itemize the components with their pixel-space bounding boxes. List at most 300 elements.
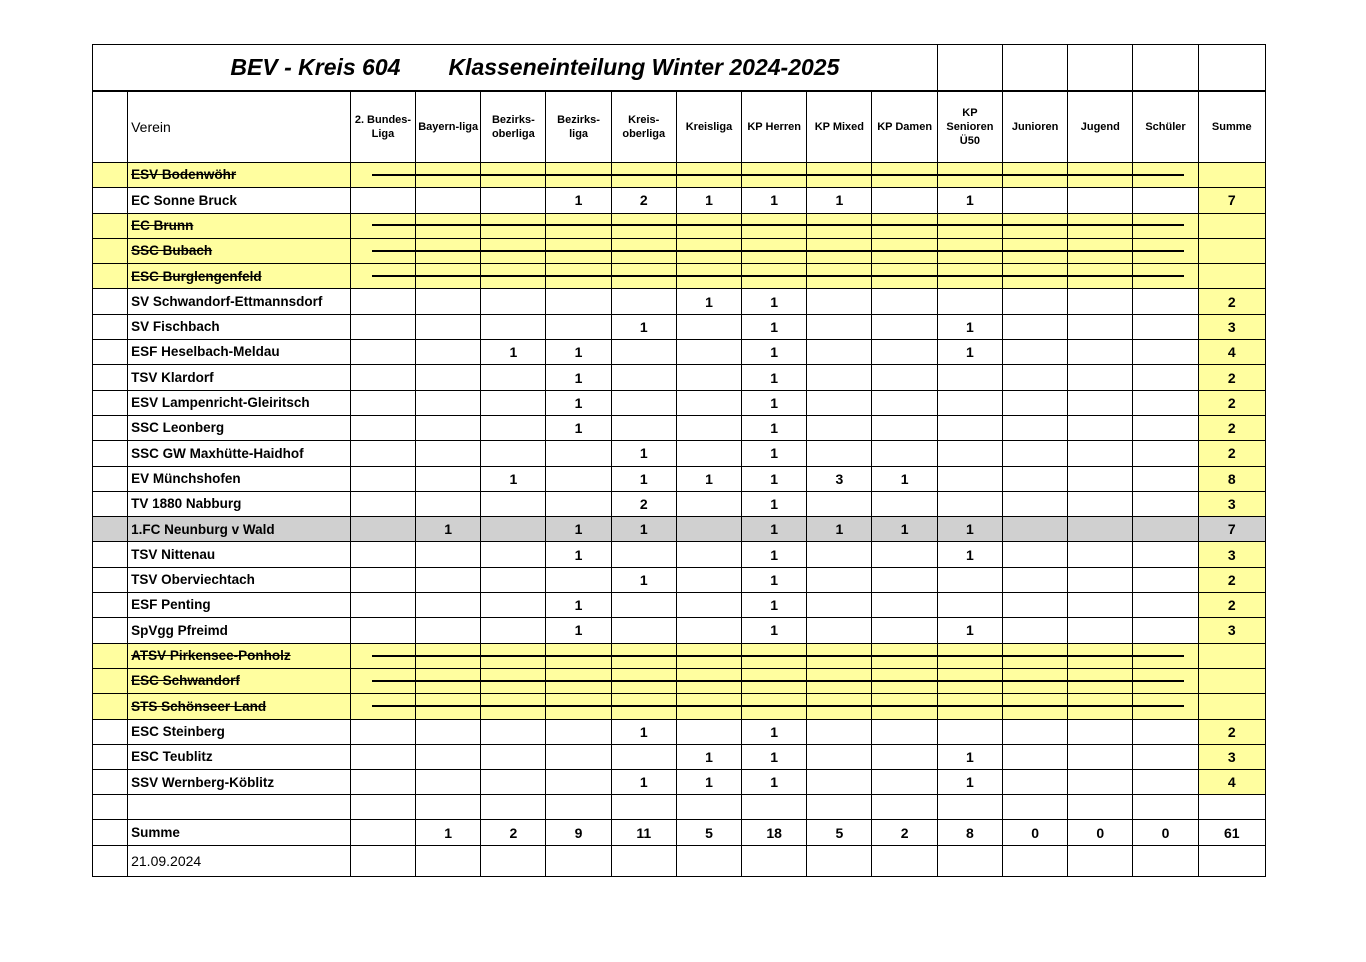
club-name: STS Schönseer Land [128, 694, 351, 719]
cell: 1 [742, 719, 807, 744]
cell [1003, 441, 1068, 466]
cell [1003, 770, 1068, 795]
cell: 1 [676, 188, 741, 213]
total-cell: 2 [481, 820, 546, 846]
cell [807, 744, 872, 769]
cell [481, 314, 546, 339]
table-row [93, 188, 1266, 213]
cell: 1 [546, 593, 611, 618]
cell [481, 365, 546, 390]
strike-line [372, 250, 1184, 252]
cell [872, 188, 937, 213]
col-junioren: Junioren [1003, 91, 1068, 163]
club-name: TSV Oberviechtach [128, 567, 351, 592]
col-verein: Verein [128, 91, 351, 163]
cell [937, 567, 1002, 592]
table-row [93, 491, 1266, 516]
class-table [92, 44, 1266, 877]
cell: 1 [546, 415, 611, 440]
row-sum: 2 [1198, 415, 1265, 440]
cell [676, 719, 741, 744]
table-row [93, 719, 1266, 744]
cell: 1 [872, 466, 937, 491]
cell [546, 289, 611, 314]
col-kreisliga: Kreisliga [676, 91, 741, 163]
total-cell: 11 [611, 820, 676, 846]
cell [872, 289, 937, 314]
cell [611, 390, 676, 415]
cell [1133, 340, 1198, 365]
cell [937, 365, 1002, 390]
cell [1003, 491, 1068, 516]
cell [1068, 415, 1133, 440]
cell [481, 593, 546, 618]
date-row [93, 846, 1266, 877]
row-sum: 8 [1198, 466, 1265, 491]
cell: 1 [546, 542, 611, 567]
cell [1003, 618, 1068, 643]
cell: 3 [807, 466, 872, 491]
cell [350, 618, 415, 643]
cell: 1 [742, 415, 807, 440]
cell [416, 491, 481, 516]
cell [1133, 593, 1198, 618]
col-schueler: Schüler [1133, 91, 1198, 163]
total-cell: 9 [546, 820, 611, 846]
col-kreisoberliga: Kreis- oberliga [611, 91, 676, 163]
cell [872, 441, 937, 466]
cell: 1 [742, 491, 807, 516]
total-cell: 1 [416, 820, 481, 846]
total-cell: 0 [1003, 820, 1068, 846]
cell [416, 542, 481, 567]
col-kp-damen: KP Damen [872, 91, 937, 163]
cell [937, 593, 1002, 618]
club-name: 1.FC Neunburg v Wald [128, 517, 351, 542]
club-name: ESF Penting [128, 593, 351, 618]
cell [1003, 744, 1068, 769]
club-name: SpVgg Pfreimd [128, 618, 351, 643]
title-right: Klasseneinteilung Winter 2024-2025 [448, 54, 840, 80]
cell [416, 188, 481, 213]
cell [350, 593, 415, 618]
cell [1068, 340, 1133, 365]
cell: 1 [742, 289, 807, 314]
cell [350, 466, 415, 491]
cell [1133, 567, 1198, 592]
cell [807, 593, 872, 618]
cell: 1 [546, 365, 611, 390]
cell [676, 618, 741, 643]
cell [872, 719, 937, 744]
cell [1068, 289, 1133, 314]
cell: 1 [742, 441, 807, 466]
cell [350, 517, 415, 542]
table-row [93, 517, 1266, 542]
col-kp-senioren: KP Senioren Ü50 [937, 91, 1002, 163]
cell: 1 [937, 314, 1002, 339]
strike-line [372, 224, 1184, 226]
total-cell: 5 [676, 820, 741, 846]
cell [611, 289, 676, 314]
cell [416, 340, 481, 365]
cell [546, 770, 611, 795]
cell [1133, 517, 1198, 542]
row-sum [1198, 643, 1265, 668]
cell [416, 593, 481, 618]
row-sum [1198, 668, 1265, 693]
cell [1133, 491, 1198, 516]
row-sum: 2 [1198, 567, 1265, 592]
cell [807, 618, 872, 643]
cell [872, 491, 937, 516]
cell: 1 [546, 340, 611, 365]
cell [481, 542, 546, 567]
table-row [93, 744, 1266, 769]
cell: 1 [937, 770, 1002, 795]
cell [937, 289, 1002, 314]
cell: 1 [742, 365, 807, 390]
row-sum: 2 [1198, 593, 1265, 618]
cell [1068, 770, 1133, 795]
club-name: SSC Leonberg [128, 415, 351, 440]
cell [350, 567, 415, 592]
cell: 1 [937, 542, 1002, 567]
cell [611, 340, 676, 365]
cell [1068, 618, 1133, 643]
grand-total: 61 [1198, 820, 1265, 846]
cell [676, 365, 741, 390]
cell [1133, 618, 1198, 643]
cell [872, 415, 937, 440]
row-sum: 3 [1198, 542, 1265, 567]
cell [416, 289, 481, 314]
cell: 1 [742, 340, 807, 365]
cell [807, 365, 872, 390]
cell [872, 593, 937, 618]
cell [416, 441, 481, 466]
table-row [93, 770, 1266, 795]
cell: 1 [872, 517, 937, 542]
cell [937, 491, 1002, 516]
cell [937, 466, 1002, 491]
cell [350, 365, 415, 390]
cell [676, 517, 741, 542]
cell [350, 340, 415, 365]
cell [872, 770, 937, 795]
cell [416, 415, 481, 440]
cell [676, 491, 741, 516]
club-name: SSC Bubach [128, 238, 351, 263]
cell [546, 466, 611, 491]
cell [350, 719, 415, 744]
cell [1003, 390, 1068, 415]
table-row [93, 441, 1266, 466]
cell [611, 618, 676, 643]
cell [1068, 567, 1133, 592]
cell [1133, 542, 1198, 567]
cell [807, 340, 872, 365]
cell [481, 491, 546, 516]
cell: 2 [611, 491, 676, 516]
cell: 1 [611, 314, 676, 339]
row-sum: 2 [1198, 390, 1265, 415]
title-row [93, 45, 1266, 92]
cell [1003, 289, 1068, 314]
cell [676, 390, 741, 415]
cell [350, 415, 415, 440]
row-sum [1198, 694, 1265, 719]
cell [676, 340, 741, 365]
cell: 1 [546, 188, 611, 213]
row-sum: 7 [1198, 517, 1265, 542]
cell [546, 719, 611, 744]
cell: 1 [742, 542, 807, 567]
cell: 1 [546, 618, 611, 643]
cell [807, 390, 872, 415]
cell [481, 390, 546, 415]
cell [807, 770, 872, 795]
cell [1068, 188, 1133, 213]
cell [1133, 314, 1198, 339]
club-name: ESV Bodenwöhr [128, 163, 351, 188]
club-name: ESC Burglengenfeld [128, 264, 351, 289]
total-cell: 8 [937, 820, 1002, 846]
club-name: ATSV Pirkensee-Ponholz [128, 643, 351, 668]
cell: 1 [742, 618, 807, 643]
club-name: ESC Schwandorf [128, 668, 351, 693]
cell [416, 466, 481, 491]
club-name: ESC Teublitz [128, 744, 351, 769]
cell [481, 567, 546, 592]
club-name: SV Schwandorf-Ettmannsdorf [128, 289, 351, 314]
cell [807, 314, 872, 339]
row-sum [1198, 163, 1265, 188]
cell: 1 [742, 314, 807, 339]
cell [937, 415, 1002, 440]
cell [1133, 390, 1198, 415]
cell [1003, 517, 1068, 542]
cell: 1 [676, 289, 741, 314]
club-name: EC Brunn [128, 213, 351, 238]
cell [1003, 365, 1068, 390]
club-name: EV Münchshofen [128, 466, 351, 491]
cell: 1 [546, 517, 611, 542]
cell [807, 441, 872, 466]
cell [1133, 466, 1198, 491]
cell [350, 744, 415, 769]
row-sum: 3 [1198, 618, 1265, 643]
cell [676, 542, 741, 567]
table-row [93, 593, 1266, 618]
club-name: ESC Steinberg [128, 719, 351, 744]
strike-line [372, 174, 1184, 176]
cell: 1 [742, 390, 807, 415]
cell [807, 415, 872, 440]
cell: 1 [611, 770, 676, 795]
cell [1133, 770, 1198, 795]
total-cell: 2 [872, 820, 937, 846]
total-row [93, 820, 1266, 846]
cell [1068, 390, 1133, 415]
cell [1068, 491, 1133, 516]
col-bundesliga: 2. Bundes- Liga [350, 91, 415, 163]
cell: 1 [611, 517, 676, 542]
cell: 1 [742, 466, 807, 491]
cell [1003, 466, 1068, 491]
cell: 1 [937, 618, 1002, 643]
row-sum [1198, 213, 1265, 238]
cell [611, 365, 676, 390]
cell [1068, 744, 1133, 769]
table-row [93, 542, 1266, 567]
club-name: EC Sonne Bruck [128, 188, 351, 213]
cell [676, 441, 741, 466]
cell [1068, 593, 1133, 618]
cell [546, 491, 611, 516]
table-row [93, 314, 1266, 339]
cell [1003, 567, 1068, 592]
club-name: ESV Lampenricht-Gleiritsch [128, 390, 351, 415]
club-name: ESF Heselbach-Meldau [128, 340, 351, 365]
cell: 1 [611, 466, 676, 491]
row-sum: 4 [1198, 770, 1265, 795]
cell [937, 441, 1002, 466]
row-sum: 2 [1198, 719, 1265, 744]
strike-line [372, 680, 1184, 682]
cell [872, 390, 937, 415]
cell [1133, 365, 1198, 390]
cell [1068, 719, 1133, 744]
total-label: Summe [128, 820, 351, 846]
club-name: SSC GW Maxhütte-Haidhof [128, 441, 351, 466]
club-name: SSV Wernberg-Köblitz [128, 770, 351, 795]
cell: 1 [742, 517, 807, 542]
cell: 1 [546, 390, 611, 415]
title-left: BEV - Kreis 604 [230, 54, 401, 80]
cell [1068, 517, 1133, 542]
row-sum: 3 [1198, 491, 1265, 516]
cell [807, 289, 872, 314]
club-name: TV 1880 Nabburg [128, 491, 351, 516]
cell: 1 [937, 517, 1002, 542]
cell: 1 [937, 744, 1002, 769]
cell [546, 567, 611, 592]
cell [416, 365, 481, 390]
cell: 1 [742, 567, 807, 592]
cell [350, 441, 415, 466]
strike-line [372, 705, 1184, 707]
cell [1003, 719, 1068, 744]
cell [872, 365, 937, 390]
cell: 1 [676, 466, 741, 491]
table-row [93, 365, 1266, 390]
cell [416, 719, 481, 744]
col-kp-mixed: KP Mixed [807, 91, 872, 163]
cell [546, 441, 611, 466]
club-name: TSV Nittenau [128, 542, 351, 567]
cell [350, 491, 415, 516]
cell [937, 719, 1002, 744]
cell [350, 542, 415, 567]
cell [676, 415, 741, 440]
cell [807, 567, 872, 592]
cell [1003, 340, 1068, 365]
col-jugend: Jugend [1068, 91, 1133, 163]
print-date: 21.09.2024 [128, 846, 351, 877]
col-bezirksliga: Bezirks- liga [546, 91, 611, 163]
total-cell: 0 [1133, 820, 1198, 846]
cell [416, 567, 481, 592]
cell: 1 [742, 744, 807, 769]
club-name: SV Fischbach [128, 314, 351, 339]
cell: 1 [676, 744, 741, 769]
strike-line [372, 275, 1184, 277]
cell [416, 618, 481, 643]
cell [1003, 542, 1068, 567]
col-kp-herren: KP Herren [742, 91, 807, 163]
total-cell: 0 [1068, 820, 1133, 846]
cell [1003, 188, 1068, 213]
row-sum: 7 [1198, 188, 1265, 213]
cell [611, 542, 676, 567]
cell: 1 [937, 340, 1002, 365]
row-sum [1198, 264, 1265, 289]
cell [872, 567, 937, 592]
strike-line [372, 655, 1184, 657]
cell [350, 289, 415, 314]
cell: 1 [676, 770, 741, 795]
cell [1003, 415, 1068, 440]
cell [872, 542, 937, 567]
cell [416, 744, 481, 769]
table-row [93, 415, 1266, 440]
cell [350, 314, 415, 339]
cell [807, 491, 872, 516]
cell [872, 744, 937, 769]
page-title [93, 45, 938, 92]
cell: 1 [742, 188, 807, 213]
cell [481, 415, 546, 440]
cell [1068, 441, 1133, 466]
cell [1133, 744, 1198, 769]
cell [481, 188, 546, 213]
row-sum: 2 [1198, 365, 1265, 390]
cell: 1 [481, 340, 546, 365]
cell [1068, 365, 1133, 390]
club-name: TSV Klardorf [128, 365, 351, 390]
cell [481, 618, 546, 643]
cell [807, 719, 872, 744]
cell: 1 [807, 517, 872, 542]
table-row [93, 618, 1266, 643]
table-row [93, 466, 1266, 491]
cell: 2 [611, 188, 676, 213]
cell: 1 [742, 770, 807, 795]
cell [1133, 415, 1198, 440]
col-summe: Summe [1198, 91, 1265, 163]
cell [872, 618, 937, 643]
cell [1133, 719, 1198, 744]
cell [1133, 441, 1198, 466]
cell [611, 593, 676, 618]
cell [611, 415, 676, 440]
cell [676, 593, 741, 618]
row-sum [1198, 238, 1265, 263]
cell [481, 441, 546, 466]
cell [546, 744, 611, 769]
col-bezirksoberliga: Bezirks- oberliga [481, 91, 546, 163]
